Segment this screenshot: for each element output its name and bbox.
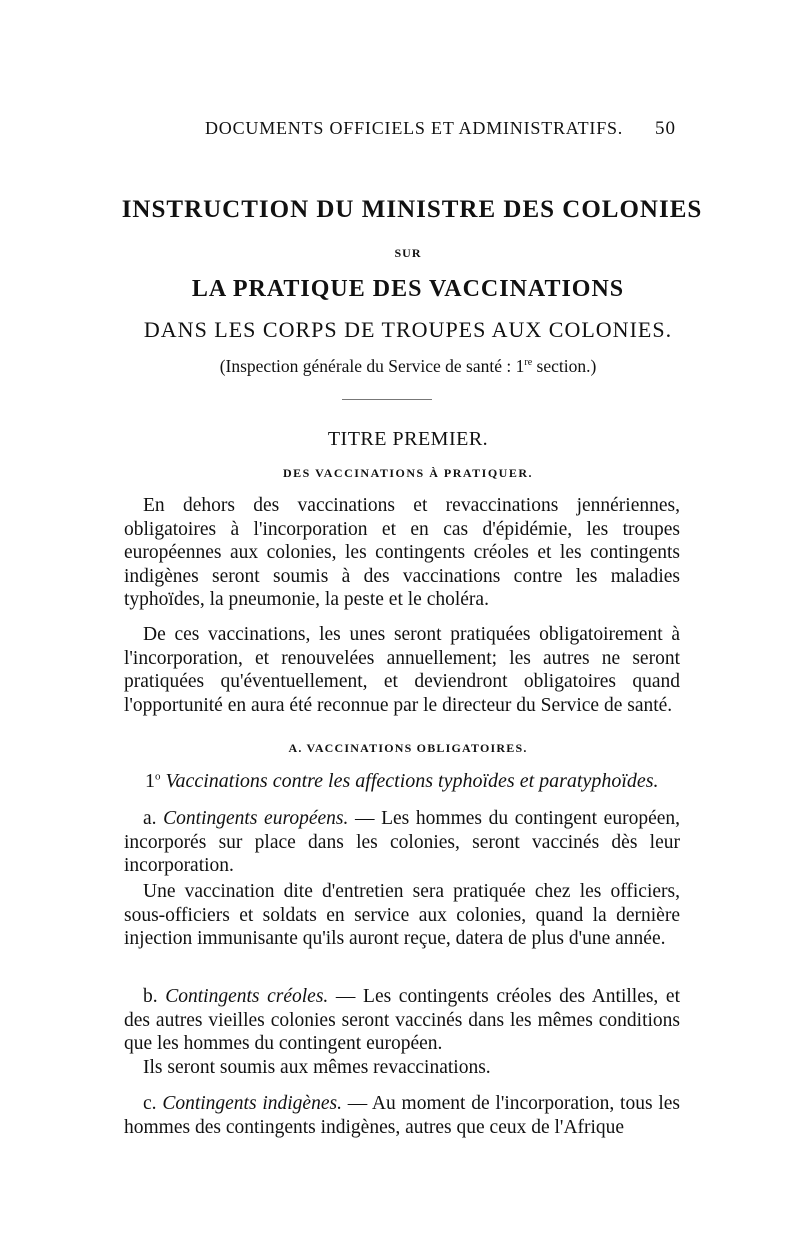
subsection-heading (145, 770, 659, 793)
paragraph-item-a-2 (124, 880, 680, 951)
paragraph-text: Une vaccination dite d'entretien sera pratiquée chez les officiers, sous-officiers et soldats en service aux colonies, quand la dernière injection immunisante qu'ils auront reçue, datera de plus d'une année. (124, 881, 680, 949)
subsection-number-sup: o (155, 770, 161, 783)
item-label: c. (143, 1093, 157, 1114)
subsection-number: 1 (145, 770, 155, 792)
inspection-text: (Inspection générale du Service de santé : 1 (219, 356, 525, 376)
paragraph-text: En dehors des vaccinations et revaccinations jennériennes, obligatoires à l'incorporation et en cas d'épidémie, les troupes européennes aux colonies, les contingents créoles et les contingents indigènes seront soumis à des vaccinations contre les maladies typhoïdes, la pneumonie, la peste et le choléra. (124, 495, 680, 610)
paragraph-text (124, 985, 680, 1056)
paragraph-item-c (124, 1092, 680, 1139)
inspection-text-end: section.) (532, 356, 597, 376)
running-header: DOCUMENTS OFFICIELS ET ADMINISTRATIFS. (205, 118, 624, 138)
inspection-note (0, 356, 800, 377)
item-title: Contingents indigènes. (162, 1093, 342, 1114)
item-text: — Les hommes du contingent européen, incorporés sur place dans les colonies, seront vaccinés dès leur incorporation. (124, 808, 681, 876)
item-text: — Au moment de l'incorporation, tous les hommes des contingents indigènes, autres que ceux de l'Afrique (124, 1093, 680, 1138)
part-subheading: DES VACCINATIONS À PRATIQUER. (283, 466, 533, 480)
paragraph-text (124, 1092, 680, 1139)
section-heading: A. VACCINATIONS OBLIGATOIRES. (288, 741, 528, 755)
title-connector: SUR (394, 246, 422, 260)
item-title: Contingents européens. (163, 808, 349, 829)
subsection-title: Vaccinations contre les affections typhoïdes et paratyphoïdes. (165, 770, 659, 792)
document-subtitle-2: DANS LES CORPS DE TROUPES AUX COLONIES. (143, 317, 673, 342)
paragraph-intro (124, 494, 680, 612)
paragraph-item-b (124, 985, 680, 1056)
separator-rule (342, 399, 432, 400)
paragraph-item-b-2 (124, 1056, 680, 1080)
item-label: b. (143, 986, 158, 1007)
paragraph-de-ces (124, 623, 680, 717)
item-title: Contingents créoles. (165, 986, 329, 1007)
item-label: a. (143, 808, 157, 829)
paragraph-text (124, 807, 680, 878)
paragraph-text: De ces vaccinations, les unes seront pratiquées obligatoirement à l'incorporation, et renouvelées annuellement; les autres ne seront pratiquées qu'éventuellement, et deviendront obligatoires quand l'opportunité en aura été reconnue par le directeur du Service de santé. (124, 624, 680, 716)
part-heading: TITRE PREMIER. (327, 428, 489, 450)
paragraph-text: Ils seront soumis aux mêmes revaccinations. (143, 1057, 491, 1078)
page-number: 50 (655, 118, 676, 139)
document-title: INSTRUCTION DU MINISTRE DES COLONIES (121, 196, 703, 223)
item-text: — Les contingents créoles des Antilles, et des autres vieilles colonies seront vaccinés dans les mêmes conditions que les hommes du contingent européen. (124, 986, 680, 1054)
document-subtitle: LA PRATIQUE DES VACCINATIONS (191, 276, 625, 302)
inspection-superscript: re (524, 357, 533, 369)
paragraph-item-a (124, 807, 680, 878)
